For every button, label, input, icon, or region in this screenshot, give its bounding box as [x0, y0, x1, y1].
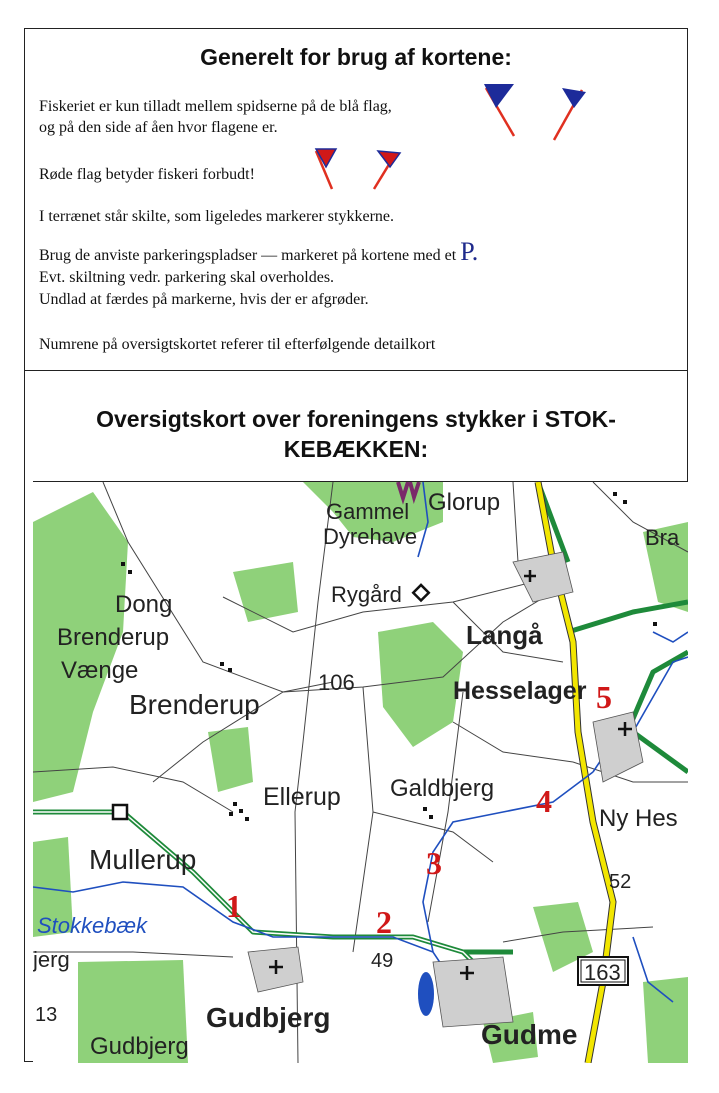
label-elevation-106: 106 — [318, 670, 355, 695]
red-flag-left-icon — [316, 149, 336, 189]
parking-mark: P. — [460, 237, 479, 266]
overview-title — [24, 404, 688, 464]
info-line-numbers: Numrene på oversigtskortet referer til efterfølgende detailkort — [39, 336, 436, 353]
label-brenderup-vaenge-2: Vænge — [61, 657, 139, 684]
info-line-parking-signs: Evt. skiltning vedr. parkering skal overholdes. — [39, 269, 335, 286]
lake — [418, 972, 434, 1016]
map-svg — [33, 482, 688, 1063]
forest-right-bottom — [643, 977, 688, 1063]
overview-title-line2: KEBÆKKEN: — [283, 436, 429, 462]
info-title: Generelt for brug af kortene: — [200, 44, 512, 70]
info-line-red-flags: Røde flag betyder fiskeri forbudt! — [39, 166, 255, 183]
label-mullerup: Mullerup — [89, 844, 197, 875]
label-langaa: Langå — [466, 620, 543, 650]
overview-title-line1: Oversigtskort over foreningens stykker i STOK- — [96, 406, 616, 432]
label-ny-hes: Ny Hes — [599, 805, 678, 832]
parking-text: Brug de anviste parkeringspladser — markeret på kortene med et — [39, 247, 457, 264]
blue-flags-icon — [470, 78, 600, 144]
stretch-number-2: 2 — [376, 904, 392, 940]
blue-flag-left-icon — [484, 84, 514, 136]
info-line-signs: I terrænet står skilte, som ligeledes markerer stykkerne. — [39, 208, 394, 225]
manor-mullerup-icon — [113, 805, 127, 819]
label-glorup: Glorup — [428, 489, 501, 516]
section-divider — [24, 370, 688, 371]
label-elevation-49: 49 — [371, 950, 394, 972]
label-bra: Bra — [645, 525, 680, 550]
info-line-bank-side: og på den side af åen hvor flagene er. — [39, 119, 278, 136]
stretch-number-3: 3 — [426, 845, 442, 881]
stretch-number-5: 5 — [596, 679, 612, 715]
stretch-number-1: 1 — [226, 888, 242, 924]
label-galdbjerg: Galdbjerg — [390, 775, 495, 802]
label-brenderup-vaenge-1: Brenderup — [57, 624, 170, 651]
overview-map — [33, 481, 688, 1063]
stretch-number-4: 4 — [536, 783, 552, 819]
label-gudme: Gudme — [481, 1019, 578, 1050]
label-brenderup: Brenderup — [129, 689, 260, 720]
label-elevation-52: 52 — [609, 871, 632, 893]
red-flag-right-icon — [374, 151, 400, 189]
label-gammel: Gammel — [326, 499, 410, 524]
label-gudbjerg: Gudbjerg — [206, 1002, 331, 1033]
label-rygaard: Rygård — [331, 582, 402, 607]
label-stokkebaek: Stokkebæk — [37, 913, 148, 938]
info-line-fields: Undlad at færdes på markerne, hvis der er afgrøder. — [39, 291, 369, 308]
label-hesselager: Hesselager — [453, 677, 587, 705]
info-line-blue-flags: Fiskeriet er kun tilladt mellem spidserne på de blå flag, — [39, 98, 392, 115]
label-elevation-13: 13 — [35, 1004, 58, 1026]
blue-flag-right-icon — [554, 88, 586, 140]
label-gudbjerg-small: Gudbjerg — [90, 1033, 189, 1060]
red-flags-icon — [308, 145, 408, 195]
label-jerg: jerg — [33, 947, 70, 972]
label-dyrehave: Dyrehave — [323, 524, 418, 549]
label-ellerup: Ellerup — [263, 783, 341, 811]
label-road-163: 163 — [584, 960, 621, 985]
info-line-parking — [39, 237, 479, 266]
label-dong: Dong — [115, 591, 173, 618]
